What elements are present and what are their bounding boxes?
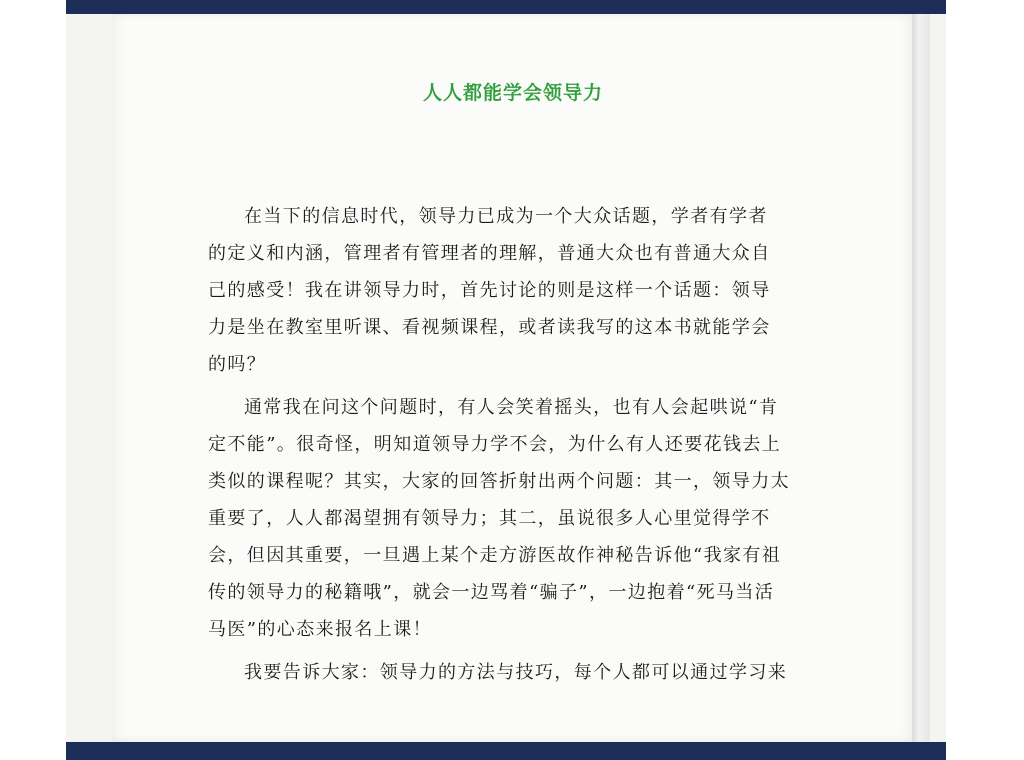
book-page xyxy=(112,14,914,742)
text-line: 己的感受！我在讲领导力时，首先讨论的则是这样一个话题：领导 xyxy=(208,280,771,301)
paragraph-1 xyxy=(208,198,858,383)
text-line: 我要告诉大家：领导力的方法与技巧，每个人都可以通过学习来 xyxy=(244,662,788,683)
text-line: 会，但因其重要，一旦遇上某个走方游医故作神秘告诉他“我家有祖 xyxy=(208,545,782,566)
text-line: 重要了，人人都渴望拥有领导力；其二，虽说很多人心里觉得学不 xyxy=(208,508,771,529)
text-line: 在当下的信息时代，领导力已成为一个大众话题，学者有学者 xyxy=(244,206,768,227)
text-line: 定不能”。很奇怪，明知道领导力学不会，为什么有人还要花钱去上 xyxy=(208,434,782,455)
body-text xyxy=(208,198,858,697)
text-line: 类似的课程呢？其实，大家的回答折射出两个问题：其一，领导力太 xyxy=(208,471,790,492)
paragraph-2 xyxy=(208,389,858,648)
bottom-border-band xyxy=(66,742,946,760)
text-line: 力是坐在教室里听课、看视频课程，或者读我写的这本书就能学会 xyxy=(208,317,771,338)
paragraph-3 xyxy=(208,654,858,691)
page-edge xyxy=(912,14,930,742)
chapter-title: 人人都能学会领导力 xyxy=(422,82,603,104)
text-line: 的吗？ xyxy=(208,354,267,375)
text-line: 马医”的心态来报名上课！ xyxy=(208,619,433,640)
text-line: 通常我在问这个问题时，有人会笑着摇头，也有人会起哄说“肯 xyxy=(244,397,779,418)
text-line: 传的领导力的秘籍哦”，就会一边骂着“骗子”，一边抱着“死马当活 xyxy=(208,582,775,603)
top-border-band xyxy=(66,0,946,14)
text-line: 的定义和内涵，管理者有管理者的理解，普通大众也有普通大众自 xyxy=(208,243,771,264)
